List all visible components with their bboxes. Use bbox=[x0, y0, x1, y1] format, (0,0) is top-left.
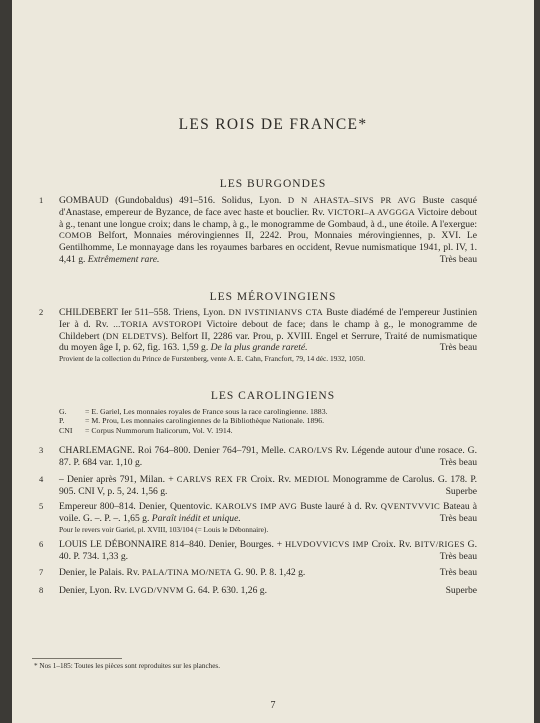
lot-description: Denier, le Palais. Rv. PALA/TINA MO/NETA G. 90. P. 8. 1,42 g. Très beau bbox=[59, 567, 477, 578]
lot-description: – Denier après 791, Milan. + CARLVS REX FR Croix. Rv. MEDIOL Monogramme de Carolus. G. 178. P. 905. CNI V, p. 5, 24. 1,56 g. Superbe bbox=[59, 474, 477, 497]
lot-number: 4 bbox=[39, 474, 44, 484]
page-number: 7 bbox=[270, 700, 276, 711]
grade-label: Très beau bbox=[436, 513, 477, 525]
lot-note: Provient de la collection du Prince de Furstenberg, vente A. E. Cahn, Francfort, 79, 14 déc. 1932, 1050. bbox=[59, 354, 366, 364]
grade-label: Très beau bbox=[436, 342, 477, 354]
lot-description: Empereur 800–814. Denier, Quentovic. KAROLVS IMP AVG Buste lauré à d. Rv. QVENTVVVIC Bateau à voile. G. –. P. –. 1,65 g. Paraît inédit et unique. Très beau bbox=[59, 501, 477, 524]
lot-number: 8 bbox=[39, 585, 44, 595]
footnote: * Nos 1–185: Toutes les pièces sont reproduites sur les planches. bbox=[34, 662, 221, 670]
lot-entry bbox=[39, 539, 477, 563]
lot-description: GOMBAUD (Gundobaldus) 491–516. Solidus, Lyon. D N AHASTA–SIVS PR AVG Buste casqué d'Anastase, empereur de Byzance, de face avec haste et bouclier. Rv. VICTORI–A AVGGGA Victoire debout à g., tenant une longue croix; dans le champ, à g., le monogramme de Gombaud, à d., une étoile. A l'exergue: COMOB Belfort, Monnaies mérovingiennes II, 2242. Prou, Monnaies mérovingiennes, p. XVI. Le Gentilhomme, Le monnayage dans les royaumes barbares en occident, Revue numismatique 1941, pl. IV, 1. 4,41 g. Extrêmement rare. Très beau bbox=[59, 195, 477, 265]
lot-number: 3 bbox=[39, 445, 44, 455]
abbreviation-row: P. = M. Prou, Les monnaies carolingiennes de la Bibliothèque Nationale. 1896. bbox=[59, 416, 325, 426]
abbreviation-row: G. = E. Gariel, Les monnaies royales de France sous la race carolingienne. 1883. bbox=[59, 407, 328, 416]
lot-description: CHARLEMAGNE. Roi 764–800. Denier 764–791, Melle. CARO/LVS Rv. Légende autour d'une rosace. G. 87. P. 684 var. 1,10 g. Très beau bbox=[59, 445, 477, 468]
grade-label: Superbe bbox=[442, 486, 477, 498]
lot-entry bbox=[39, 585, 477, 597]
footnote-rule bbox=[32, 658, 122, 659]
lot-number: 7 bbox=[39, 567, 44, 577]
grade-label: Superbe bbox=[442, 585, 477, 597]
lot-number: 5 bbox=[39, 501, 44, 511]
lot-number: 6 bbox=[39, 539, 44, 549]
lot-description: LOUIS LE DÉBONNAIRE 814–840. Denier, Bourges. + HLVDOVVICVS IMP Croix. Rv. BITV/RIGES G. 40. P. 734. 1,33 g. Très beau bbox=[59, 539, 477, 562]
lot-entry bbox=[39, 474, 477, 498]
grade-label: Très beau bbox=[436, 567, 477, 579]
lot-number: 2 bbox=[39, 307, 44, 317]
abbreviation-list bbox=[59, 407, 328, 435]
section-heading-carolingiens: LES CAROLINGIENS bbox=[210, 390, 336, 402]
grade-label: Très beau bbox=[436, 457, 477, 469]
abbreviation-row: CNI = Corpus Nummorum Italicorum, Vol. V. 1914. bbox=[59, 425, 233, 435]
catalogue-page bbox=[12, 0, 534, 723]
section-heading-burgondes: LES BURGONDES bbox=[219, 178, 327, 190]
lot-entry bbox=[39, 501, 477, 534]
grade-label: Très beau bbox=[436, 551, 477, 563]
lot-entry bbox=[39, 445, 477, 469]
lot-description: Denier, Lyon. Rv. LVGD/VNVM G. 64. P. 630. 1,26 g. Superbe bbox=[59, 585, 477, 596]
page-title: LES ROIS DE FRANCE* bbox=[178, 116, 368, 133]
lot-entry bbox=[39, 195, 477, 266]
section-heading-merovingiens: LES MÉROVINGIENS bbox=[209, 291, 337, 303]
lot-entry bbox=[39, 307, 478, 364]
lot-entry bbox=[39, 567, 477, 579]
grade-label: Très beau bbox=[436, 254, 477, 266]
lot-note: Pour le revers voir Gariel, pl. XVIII, 103/104 (= Louis le Débonnaire). bbox=[59, 524, 269, 534]
lot-description: CHILDEBERT Ier 511–558. Triens, Lyon. DN IVSTINIANVS CTA Buste diadémé de l'empereur Justinien Ier à d. Rv. ...TORIA AVSTOROPI Victoire debout de face; dans le champ à g., le monogramme de Childebert (DN ELDETVS). Belfort II, 2286 var. Prou, p. XVIII. Engel et Serrure, Traité de numismatique du moyen âge I, p. 62, fig. 163. 1,59 g. De la plus grande rareté. Très beau bbox=[59, 307, 478, 354]
lot-number: 1 bbox=[39, 195, 44, 205]
